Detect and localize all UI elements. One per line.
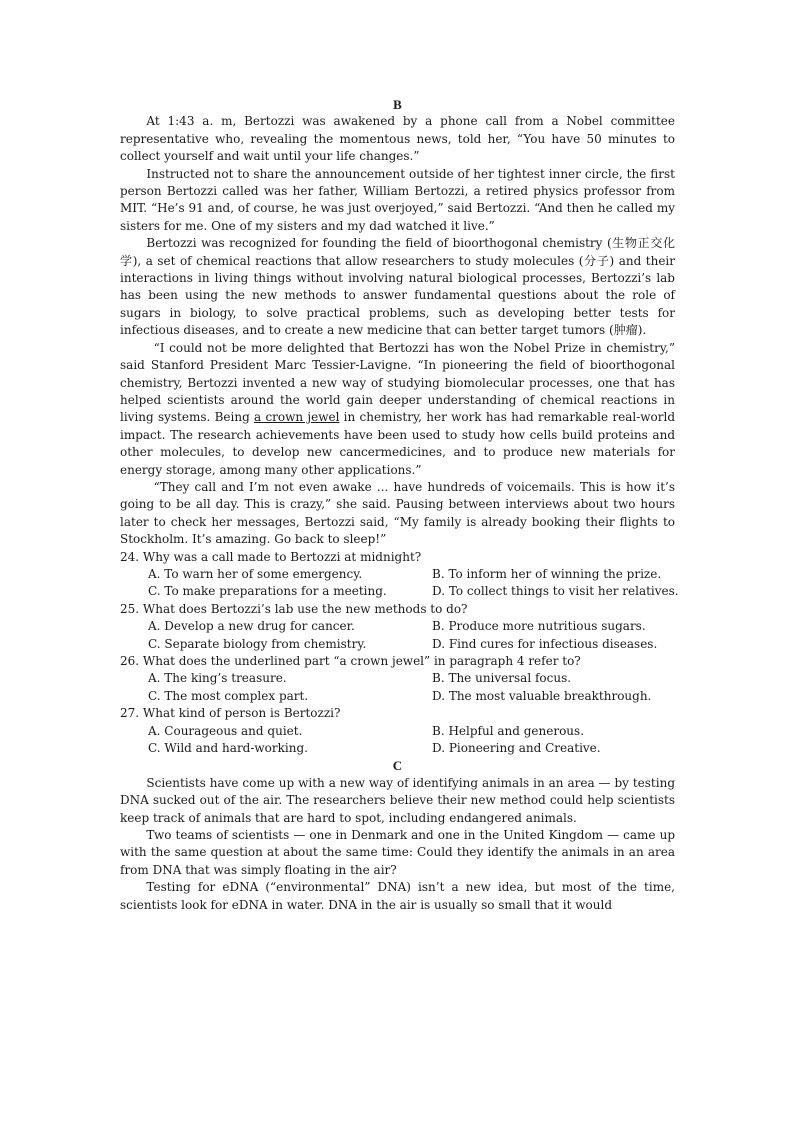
underlined-phrase: a crown jewel bbox=[254, 410, 340, 425]
paragraph-4-text-start: “I could not be more delighted that Bertozzi has won the Nobel Prize in chemistry,” said Stanford President Marc Tessier-Lavigne. “In pioneering the field of bioorthogonal chemistry, Bertozzi invented a new way of studying biomolecular processes, one that has helped scientists around the world gain deeper understanding of chemical reactions in living systems. Being bbox=[120, 340, 675, 425]
question-options bbox=[120, 723, 675, 758]
question-stem: 27. What kind of person is Bertozzi? bbox=[120, 706, 341, 721]
option-d[interactable]: D. Find cures for infectious diseases. bbox=[432, 636, 658, 651]
passage-c-paragraph-3: Testing for eDNA (“environmental” DNA) isn’t a new idea, but most of the time, scientists look for eDNA in water. DNA in the air is usually so small that it would bbox=[120, 880, 675, 912]
option-a[interactable]: A. Develop a new drug for cancer. bbox=[148, 619, 355, 634]
question-options bbox=[120, 566, 679, 601]
option-c[interactable]: C. To make preparations for a meeting. bbox=[148, 584, 387, 599]
option-d[interactable]: D. The most valuable breakthrough. bbox=[432, 688, 652, 703]
option-a[interactable]: A. Courageous and quiet. bbox=[148, 723, 303, 738]
section-c-heading: C bbox=[392, 758, 403, 774]
section-b-heading: B bbox=[393, 97, 402, 112]
option-a[interactable]: A. To warn her of some emergency. bbox=[148, 566, 363, 581]
exam-page bbox=[120, 96, 679, 914]
question-24 bbox=[120, 549, 679, 601]
passage-c-paragraph-2: Two teams of scientists — one in Denmark and one in the United Kingdom — came up with the same question at about the same time: Could they identify the animals in an area from DNA that was simply floating in the air? bbox=[120, 828, 675, 877]
question-26 bbox=[120, 653, 675, 705]
passage-b-paragraph-5: “They call and I’m not even awake ... have hundreds of voicemails. This is how it’s going to be all day. This is crazy,” she said. Pausing between interviews about two hours later to check her messages, Bertozzi said, “My family is already booking their flights to Stockholm. It’s amazing. Go back to sleep!” bbox=[120, 479, 675, 547]
passage-c-paragraph-1: Scientists have come up with a new way of identifying animals in an area — by testing DNA sucked out of the air. The researchers believe their new method could help scientists keep track of animals that are hard to spot, including endangered animals. bbox=[120, 775, 675, 825]
passage-b-paragraph-3: Bertozzi was recognized for founding the field of bioorthogonal chemistry (生物正交化学), a set of chemical reactions that allow researchers to study molecules (分子) and their interactions in living things without involving natural biological processes, Bertozzi’s lab has been using the new methods to answer fundamental questions about the role of sugars in biology, to solve practical problems, such as developing better tests for infectious diseases, and to create a new medicine that can better target tumors (肿瘤). bbox=[120, 236, 675, 338]
passage-b-paragraph-4 bbox=[120, 340, 675, 479]
option-b[interactable]: B. The universal focus. bbox=[432, 671, 572, 686]
question-27 bbox=[120, 705, 675, 757]
question-stem: 24. Why was a call made to Bertozzi at midnight? bbox=[120, 549, 422, 564]
option-d[interactable]: D. To collect things to visit her relatives. bbox=[432, 584, 679, 599]
option-a[interactable]: A. The king’s treasure. bbox=[148, 671, 287, 686]
option-b[interactable]: B. Helpful and generous. bbox=[432, 723, 585, 738]
option-b[interactable]: B. To inform her of winning the prize. bbox=[432, 566, 662, 581]
passage-b-paragraph-2: Instructed not to share the announcement outside of her tightest inner circle, the first person Bertozzi called was her father, William Bertozzi, a retired physics professor from MIT. “He’s 91 and, of course, he was just overjoyed,” said Bertozzi. “And then he called my sisters for me. One of my sisters and my dad watched it live.” bbox=[120, 166, 675, 233]
question-stem: 26. What does the underlined part “a crown jewel” in paragraph 4 refer to? bbox=[120, 654, 581, 668]
question-stem: 25. What does Bertozzi’s lab use the new methods to do? bbox=[120, 601, 468, 616]
question-25 bbox=[120, 601, 675, 653]
question-options bbox=[120, 670, 675, 705]
option-c[interactable]: C. Separate biology from chemistry. bbox=[148, 636, 367, 651]
option-c[interactable]: C. The most complex part. bbox=[148, 688, 309, 703]
option-b[interactable]: B. Produce more nutritious sugars. bbox=[432, 619, 646, 634]
paragraph-4-text-end: in chemistry, her work has had remarkable real-world impact. The research achievements have been used to study how cells build proteins and other molecules, to develop new cancermedicines, and to produce new materials for energy storage, among many other applications.” bbox=[120, 410, 676, 477]
option-c[interactable]: C. Wild and hard-working. bbox=[148, 741, 308, 756]
option-d[interactable]: D. Pioneering and Creative. bbox=[432, 741, 601, 756]
passage-b-paragraph-1: At 1:43 a. m, Bertozzi was awakened by a phone call from a Nobel committee representative who, revealing the momentous news, told her, “You have 50 minutes to collect yourself and wait until your life changes.” bbox=[120, 114, 675, 164]
question-options bbox=[120, 618, 675, 653]
